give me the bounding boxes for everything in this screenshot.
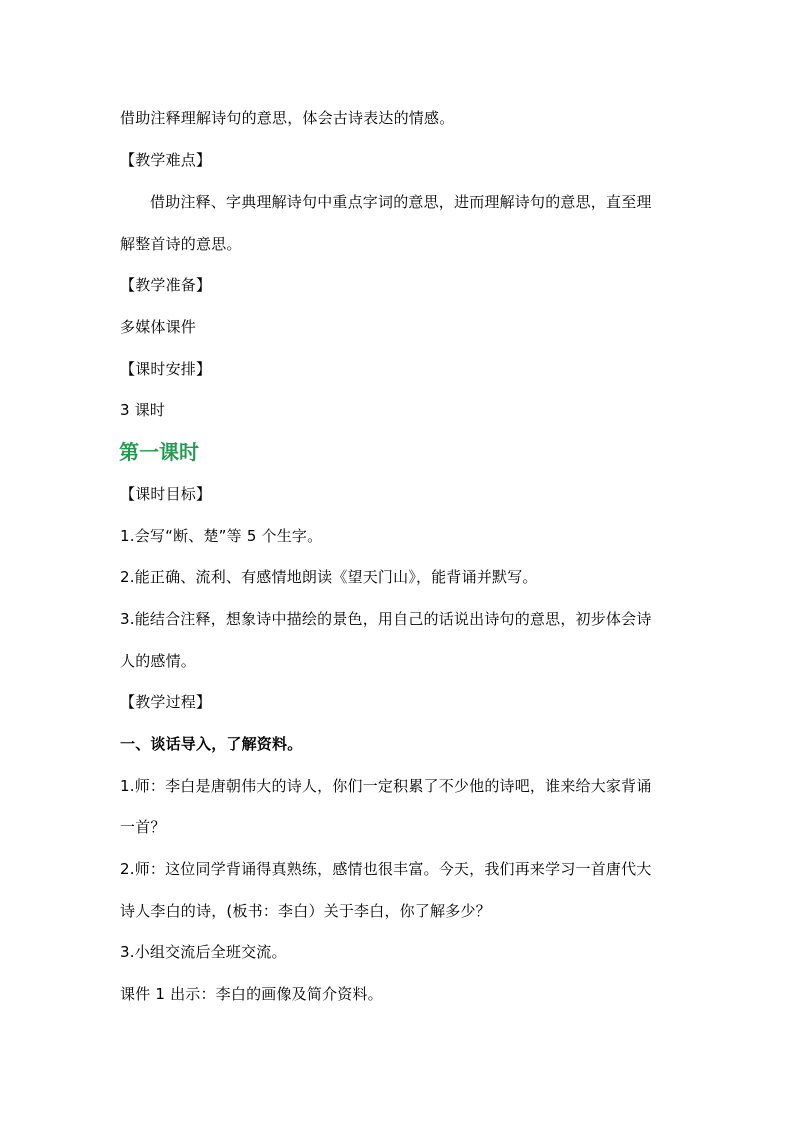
process-step: 1.师：李白是唐朝伟大的诗人，你们一定积累了不少他的诗吧，谁来给大家背诵 [120, 777, 652, 795]
objective-item: 2.能正确、流利、有感情地朗读《望天门山》，能背诵并默写。 [120, 568, 538, 586]
preparation-text: 多媒体课件 [120, 318, 197, 336]
objective-item: 3.能结合注释，想象诗中描绘的景色，用自己的话说出诗句的意思，初步体会诗 [120, 610, 652, 628]
process-heading: 【教学过程】 [120, 693, 212, 711]
section-heading: 一、谈话导入，了解资料。 [120, 735, 303, 753]
schedule-text: 3 课时 [120, 401, 166, 419]
process-step: 课件 1 出示：李白的画像及简介资料。 [120, 985, 383, 1003]
objective-item: 人的感情。 [120, 652, 197, 670]
lesson-title: 第一课时 [119, 440, 199, 464]
process-step: 一首？ [120, 818, 166, 836]
objectives-heading: 【课时目标】 [120, 485, 212, 503]
schedule-heading: 【课时安排】 [120, 360, 212, 378]
process-step: 2.师：这位同学背诵得真熟练，感情也很丰富。今天，我们再来学习一首唐代大 [120, 860, 652, 878]
objective-item: 1.会写“断、楚”等 5 个生字。 [120, 527, 323, 545]
teaching-goal-text: 借助注释理解诗句的意思，体会古诗表达的情感。 [120, 109, 455, 127]
difficulty-text-line-2: 解整首诗的意思。 [120, 235, 242, 253]
process-step: 诗人李白的诗，(板书：李白）关于李白，你了解多少？ [120, 902, 491, 920]
difficulty-heading: 【教学难点】 [120, 151, 212, 169]
preparation-heading: 【教学准备】 [120, 276, 212, 294]
difficulty-text-line-1: 借助注释、字典理解诗句中重点字词的意思，进而理解诗句的意思，直至理 [150, 193, 652, 211]
process-step: 3.小组交流后全班交流。 [120, 943, 287, 961]
